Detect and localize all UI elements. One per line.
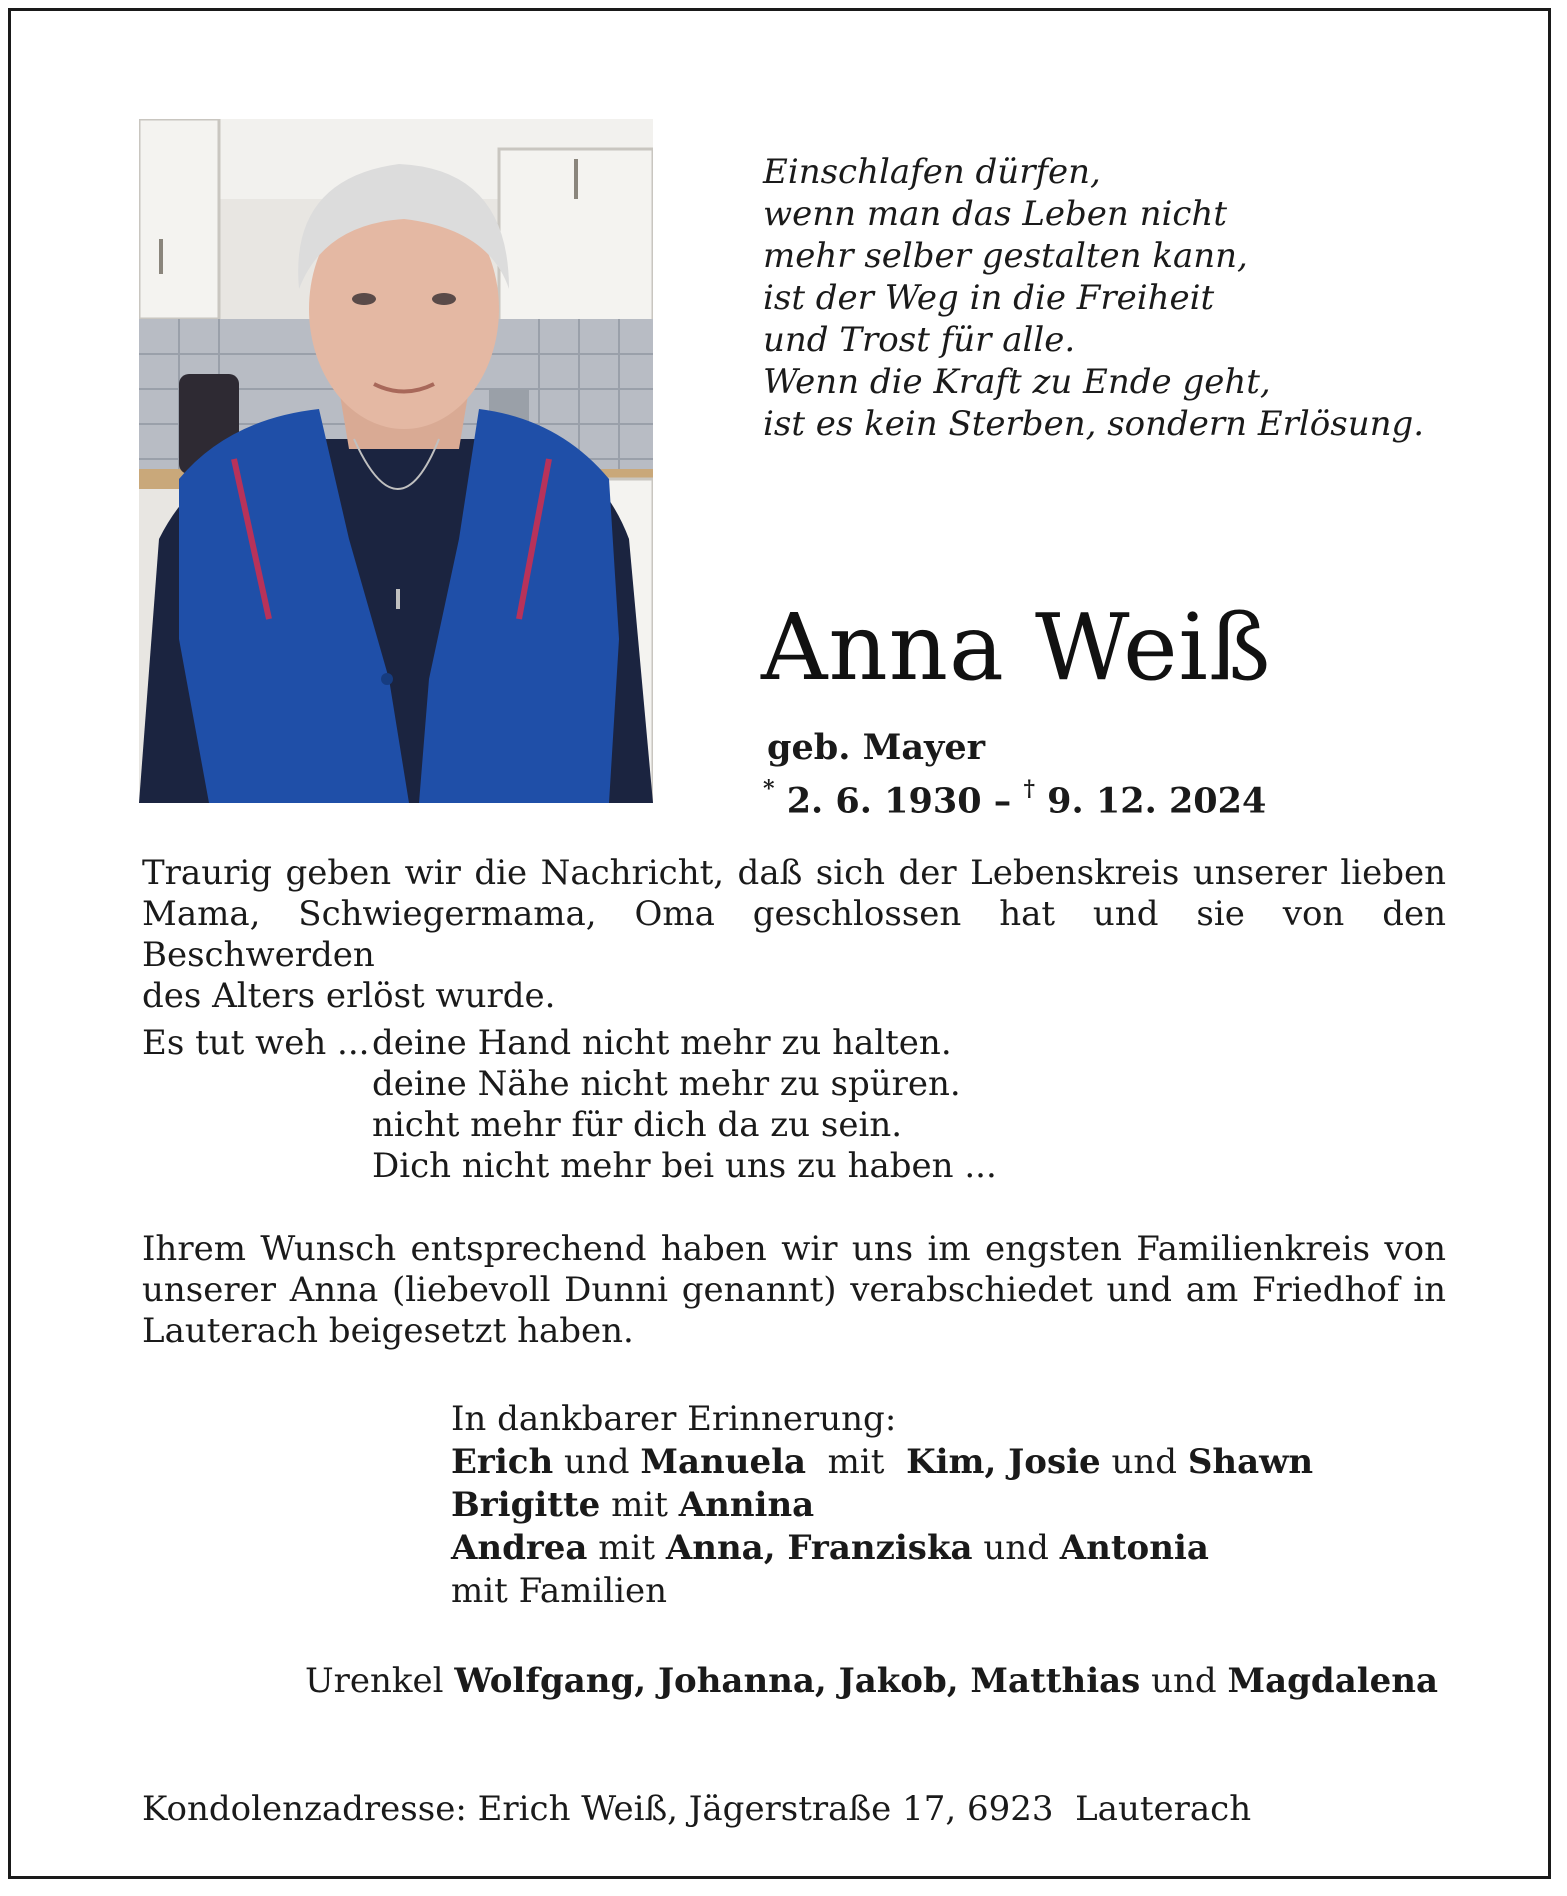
verse-line: deine Nähe nicht mehr zu spüren. <box>372 1064 961 1104</box>
poem-line: ist es kein Sterben, sondern Erlösung. <box>763 404 1425 444</box>
birth-date: 2. 6. 1930 <box>786 780 982 822</box>
memorial-poem <box>763 151 1463 445</box>
birth-symbol: * <box>763 776 775 802</box>
poem-line: mehr selber gestalten kann, <box>763 236 1248 276</box>
obituary-card <box>8 8 1551 1879</box>
announcement-line: des Alters erlöst wurde. <box>142 976 556 1016</box>
deceased-name: Anna Weiß <box>761 594 1272 701</box>
birth-name: geb. Mayer <box>767 727 986 768</box>
portrait-image <box>139 119 653 803</box>
poem-line: Wenn die Kraft zu Ende geht, <box>763 362 1271 402</box>
poem-line: Einschlafen dürfen, <box>763 152 1101 192</box>
mourners-line: Erich und Manuela mit Kim, Josie und Shawn <box>451 1442 1314 1482</box>
farewell-line: unserer Anna (liebevoll Dunni genannt) verabschiedet und am Friedhof in <box>142 1270 1446 1310</box>
condolence-address: Kondolenzadresse: Erich Weiß, Jägerstraße 17, 6923 Lauterach <box>142 1789 1252 1829</box>
farewell-paragraph <box>142 1229 1446 1352</box>
mourners-list <box>451 1398 1313 1613</box>
life-dates <box>763 771 1266 824</box>
death-symbol: † <box>1023 776 1035 802</box>
verse-lines <box>372 1023 997 1187</box>
poem-line: wenn man das Leben nicht <box>763 194 1227 234</box>
mourners-line: Brigitte mit Annina <box>451 1485 815 1525</box>
date-separator: – <box>981 780 1024 822</box>
poem-line: ist der Weg in die Freiheit <box>763 278 1215 318</box>
verse-line: Dich nicht mehr bei uns zu haben ... <box>372 1146 997 1186</box>
death-date: 9. 12. 2024 <box>1047 780 1267 822</box>
poem-line: und Trost für alle. <box>763 320 1076 360</box>
portrait-photo <box>139 119 653 803</box>
verse-lead: Es tut weh ... <box>142 1023 370 1063</box>
verse-line: nicht mehr für dich da zu sein. <box>372 1105 903 1145</box>
farewell-line: Ihrem Wunsch entsprechend haben wir uns im engsten Familienkreis von <box>142 1229 1446 1269</box>
mourners-line: Andrea mit Anna, Franziska und Antonia <box>451 1528 1209 1568</box>
mourners-intro: In dankbarer Erinnerung: <box>451 1399 897 1439</box>
mourners-line: mit Familien <box>451 1571 668 1611</box>
announcement-paragraph <box>142 853 1446 1017</box>
great-grandchildren: Urenkel Wolfgang, Johanna, Jakob, Matthias und Magdalena <box>305 1661 1439 1701</box>
announcement-line: Mama, Schwiegermama, Oma geschlossen hat und sie von den Beschwerden <box>142 894 1446 975</box>
farewell-line: Lauterach beigesetzt haben. <box>142 1311 634 1351</box>
verse-line: deine Hand nicht mehr zu halten. <box>372 1023 952 1063</box>
announcement-line: Traurig geben wir die Nachricht, daß sich der Lebenskreis unserer lieben <box>142 853 1446 893</box>
